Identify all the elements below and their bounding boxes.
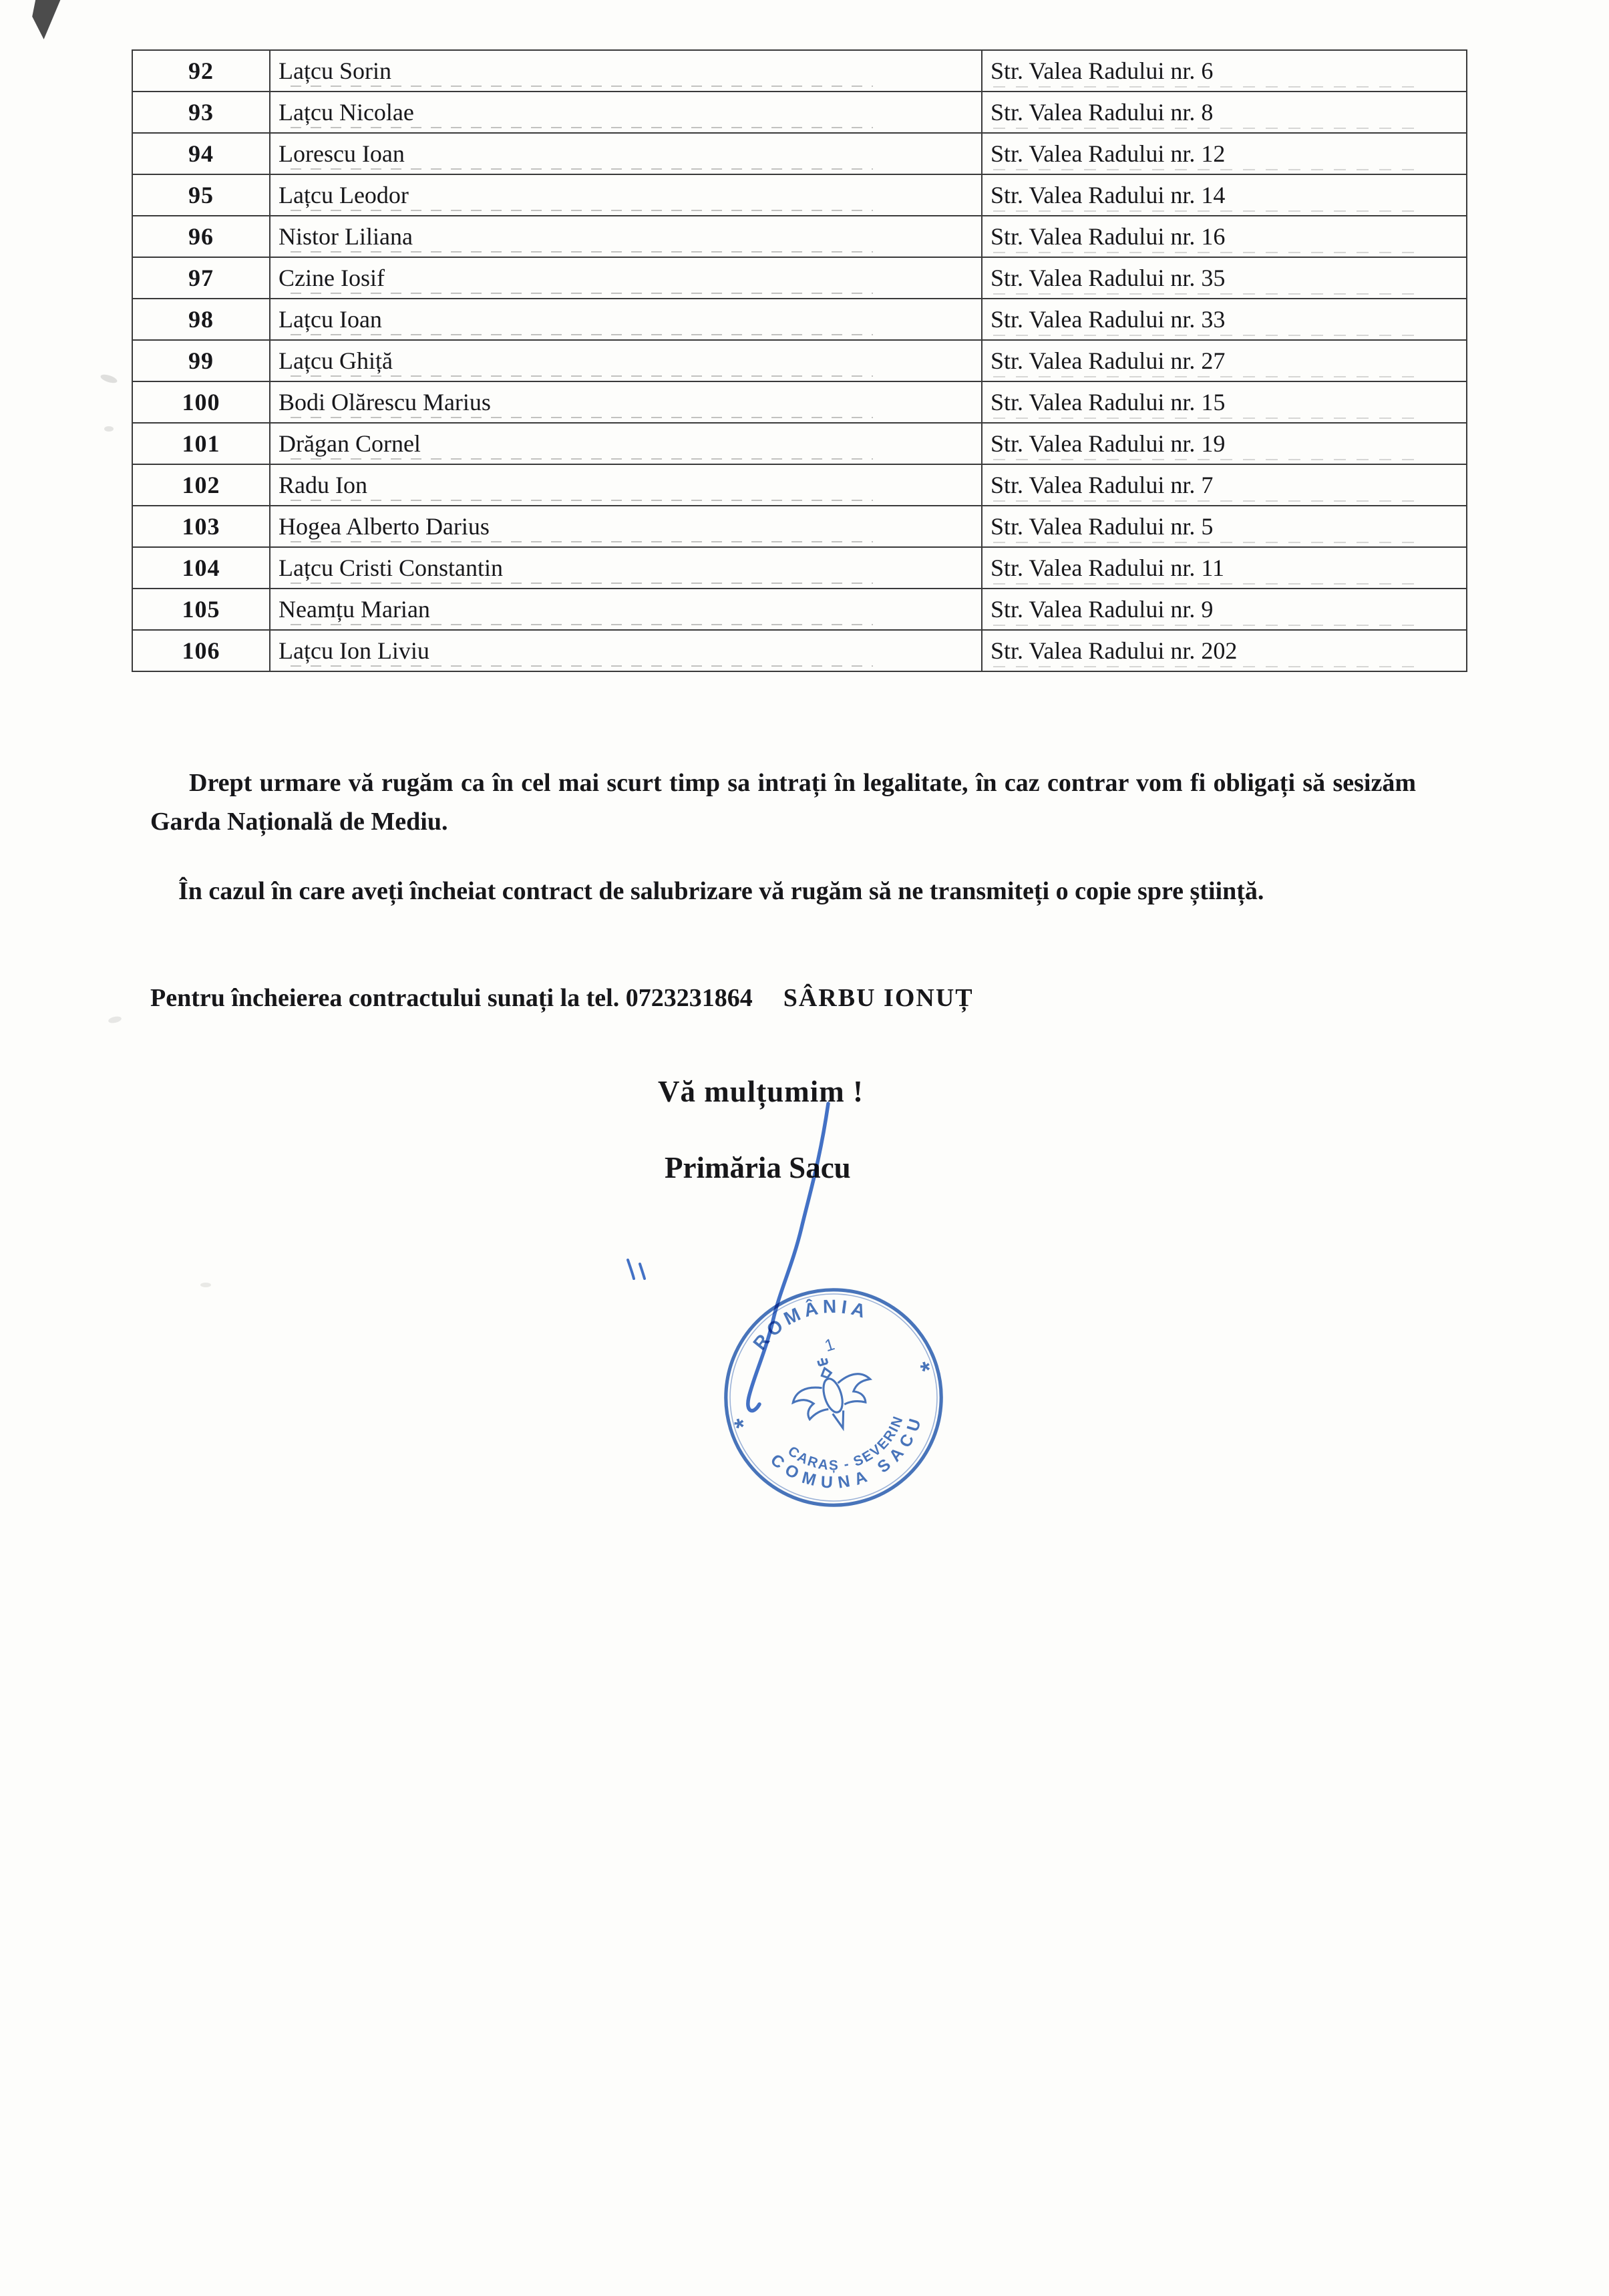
resident-name-cell: Hogea Alberto Darius xyxy=(270,506,982,547)
row-number-cell: 94 xyxy=(132,133,270,174)
row-number-cell: 93 xyxy=(132,92,270,133)
row-number-cell: 105 xyxy=(132,589,270,630)
phone-line-text: Pentru încheierea contractului sunați la tel. 0723231864 xyxy=(150,984,753,1012)
address-cell: Str. Valea Radului nr. 27 xyxy=(982,340,1467,381)
resident-name-cell: Lațcu Ion Liviu xyxy=(270,630,982,671)
resident-name-cell: Bodi Olărescu Marius xyxy=(270,381,982,423)
stamp-seal-icon xyxy=(695,1259,972,1536)
stamp-commune-text: COMUNA SACU xyxy=(767,1410,927,1492)
scan-corner-artifact xyxy=(28,0,69,41)
resident-name-cell: Neamțu Marian xyxy=(270,589,982,630)
address-cell: Str. Valea Radului nr. 35 xyxy=(982,257,1467,299)
row-number-cell: 103 xyxy=(132,506,270,547)
stamp-county-text: CARAȘ - SEVERIN xyxy=(785,1413,907,1474)
resident-name-cell: Lațcu Leodor xyxy=(270,174,982,216)
table-row xyxy=(132,423,1467,464)
contact-name-text: SÂRBU IONUȚ xyxy=(783,984,974,1012)
table-row xyxy=(132,92,1467,133)
residents-table xyxy=(132,49,1467,672)
row-number-cell: 104 xyxy=(132,547,270,589)
paragraph-contract-copy: În cazul în care aveți încheiat contract de salubrizare vă rugăm să ne transmiteți o copie spre știință. xyxy=(178,877,1264,905)
resident-name-cell: Lațcu Ghiță xyxy=(270,340,982,381)
address-cell: Str. Valea Radului nr. 6 xyxy=(982,50,1467,92)
resident-name-cell: Nistor Liliana xyxy=(270,216,982,257)
resident-name-cell: Lațcu Sorin xyxy=(270,50,982,92)
table-row xyxy=(132,216,1467,257)
stamp-country-text: ROMÂNIA xyxy=(749,1295,872,1354)
address-cell: Str. Valea Radului nr. 9 xyxy=(982,589,1467,630)
address-cell: Str. Valea Radului nr. 16 xyxy=(982,216,1467,257)
row-number-cell: 99 xyxy=(132,340,270,381)
row-number-cell: 101 xyxy=(132,423,270,464)
star-icon: * xyxy=(917,1355,935,1385)
stamp-number: 1 xyxy=(822,1335,837,1356)
address-cell: Str. Valea Radului nr. 5 xyxy=(982,506,1467,547)
row-number-cell: 97 xyxy=(132,257,270,299)
address-cell: Str. Valea Radului nr. 11 xyxy=(982,547,1467,589)
table-body xyxy=(132,50,1467,671)
table-row xyxy=(132,257,1467,299)
resident-name-cell: Drăgan Cornel xyxy=(270,423,982,464)
resident-name-cell: Lorescu Ioan xyxy=(270,133,982,174)
address-cell: Str. Valea Radului nr. 202 xyxy=(982,630,1467,671)
star-icon: * xyxy=(731,1412,749,1442)
signatory-title: Primăria Sacu xyxy=(665,1151,851,1184)
scan-speck xyxy=(100,373,118,385)
table-row xyxy=(132,547,1467,589)
table-row xyxy=(132,174,1467,216)
table-row xyxy=(132,506,1467,547)
table-row xyxy=(132,381,1467,423)
paragraph-legal-warning: Drept urmare vă rugăm ca în cel mai scurt timp sa intrați în legalitate, în caz contrar vom fi obligați să sesizăm Garda Națională de Mediu. xyxy=(150,769,1416,836)
coat-of-arms-icon xyxy=(783,1347,881,1440)
table-row xyxy=(132,340,1467,381)
address-cell: Str. Valea Radului nr. 8 xyxy=(982,92,1467,133)
table-row xyxy=(132,630,1467,671)
address-cell: Str. Valea Radului nr. 12 xyxy=(982,133,1467,174)
row-number-cell: 98 xyxy=(132,299,270,340)
row-number-cell: 100 xyxy=(132,381,270,423)
scan-speck xyxy=(108,1015,122,1024)
resident-name-cell: Lațcu Nicolae xyxy=(270,92,982,133)
address-cell: Str. Valea Radului nr. 15 xyxy=(982,381,1467,423)
row-number-cell: 102 xyxy=(132,464,270,506)
signature-stroke xyxy=(628,1260,645,1279)
scan-speck xyxy=(200,1283,211,1287)
resident-name-cell: Lațcu Cristi Constantin xyxy=(270,547,982,589)
row-number-cell: 96 xyxy=(132,216,270,257)
table-row xyxy=(132,589,1467,630)
resident-name-cell: Radu Ion xyxy=(270,464,982,506)
paragraph-phone-contact xyxy=(150,979,1416,1018)
row-number-cell: 106 xyxy=(132,630,270,671)
row-number-cell: 95 xyxy=(132,174,270,216)
resident-name-cell: Lațcu Ioan xyxy=(270,299,982,340)
table-row xyxy=(132,133,1467,174)
table-row xyxy=(132,299,1467,340)
address-cell: Str. Valea Radului nr. 14 xyxy=(982,174,1467,216)
address-cell: Str. Valea Radului nr. 33 xyxy=(982,299,1467,340)
scan-speck xyxy=(104,426,114,432)
thanks-text: Vă mulțumim ! xyxy=(658,1075,864,1108)
official-round-stamp xyxy=(695,1259,972,1536)
table-row xyxy=(132,50,1467,92)
table-row xyxy=(132,464,1467,506)
address-cell: Str. Valea Radului nr. 7 xyxy=(982,464,1467,506)
address-cell: Str. Valea Radului nr. 19 xyxy=(982,423,1467,464)
row-number-cell: 92 xyxy=(132,50,270,92)
resident-name-cell: Czine Iosif xyxy=(270,257,982,299)
